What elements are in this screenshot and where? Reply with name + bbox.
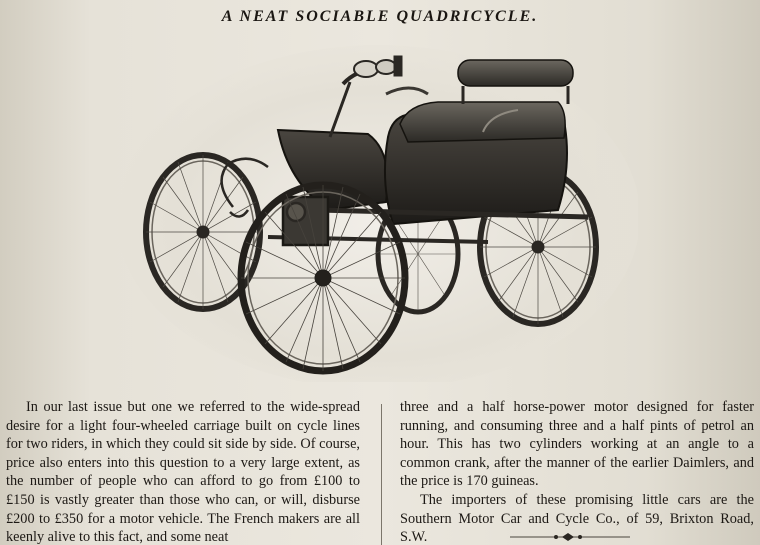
article-paragraph: In our last issue but one we referred to the wide-spread desire for a light four-wheeled carriage built on cycle lines for two riders, in which they could sit side by side. Of course, price also enters into this question to a very large extent, as the number of people who can afford to go from £100 to £150 is vastly greater than those who can, or will, disburse £200 to £350 for a motor vehicle. The French makers are all keenly alive to this fact, and some neat (6, 399, 360, 545)
article-paragraph: three and a half horse-power motor designed for faster running, and consuming three and a half pints of petrol an hour. This has two cylinders working at an angle to a common crank, after the manner of the earlier Daimlers, and the price is 170 guineas. (400, 399, 754, 490)
ornament-divider (510, 531, 630, 543)
quadricycle-photograph (118, 42, 638, 382)
column-divider (381, 404, 382, 545)
article-title: A NEAT SOCIABLE QUADRICYCLE. (221, 8, 539, 25)
article-column-left (6, 398, 360, 545)
front-right-wheel (241, 185, 405, 371)
article-paragraph: The importers of these promising little cars are the Southern Motor Car and Cycle Co., of 59, Brixton Road, S.W. (400, 491, 754, 545)
article-column-right (400, 398, 754, 545)
